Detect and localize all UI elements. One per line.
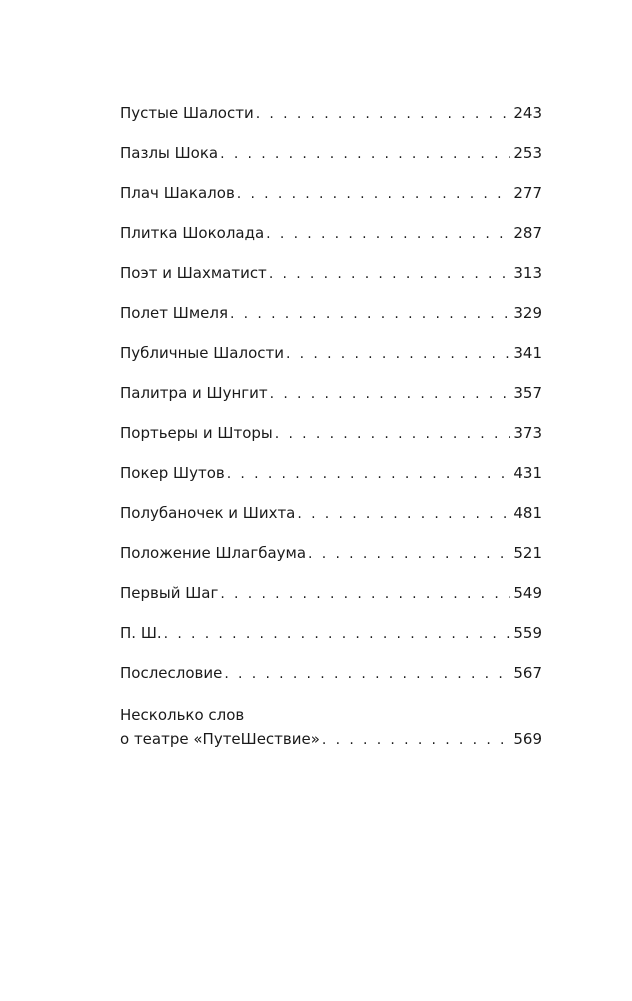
toc-entry-title: Покер Шутов: [120, 464, 225, 482]
toc-entry[interactable]: [120, 141, 542, 181]
toc-entry[interactable]: [120, 261, 542, 301]
toc-entry[interactable]: [120, 421, 542, 461]
toc-entry-title: Пустые Шалости: [120, 104, 254, 122]
toc-entry-page: 373: [513, 424, 542, 442]
toc-entry-page: 243: [513, 104, 542, 122]
toc-entry[interactable]: [120, 501, 542, 541]
dot-leader: [230, 302, 510, 326]
toc-entry-title: Положение Шлагбаума: [120, 544, 307, 562]
dot-leader: [220, 142, 510, 166]
dot-leader: [220, 582, 510, 606]
dot-leader: [308, 542, 510, 566]
toc-entry-title: Публичные Шалости: [120, 344, 284, 362]
toc-entry-title: Палитра и Шунгит: [120, 384, 268, 402]
toc-entry-multiline[interactable]: [120, 703, 542, 752]
toc-entry[interactable]: [120, 541, 542, 581]
toc-entry-title-line2: о театре «ПутеШествие»: [120, 730, 320, 748]
toc-entry[interactable]: [120, 621, 542, 661]
toc-entry-title: Поэт и Шахматист: [120, 264, 267, 282]
toc-entry-page: 287: [513, 224, 542, 242]
toc-entry[interactable]: [120, 661, 542, 701]
toc-entry-page: 569: [513, 730, 542, 748]
toc-entry-line2: [120, 727, 542, 752]
toc-entry-title: Плач Шакалов: [120, 184, 235, 202]
dot-leader: [269, 262, 510, 286]
toc-entry-title: Полубаночек и Шихта: [120, 504, 296, 522]
dot-leader: [322, 728, 510, 752]
toc-entry-title-line1: Несколько слов: [120, 706, 245, 724]
toc-entry-page: 481: [513, 504, 542, 522]
toc-entry[interactable]: [120, 301, 542, 341]
dot-leader: [256, 102, 510, 126]
dot-leader: [286, 342, 510, 366]
toc-entry-title: Плитка Шоколада: [120, 224, 265, 242]
toc-entry-title: Портьеры и Шторы: [120, 424, 273, 442]
toc-entry-title: П. Ш.: [120, 624, 162, 642]
toc-entry[interactable]: [120, 181, 542, 221]
toc-entry[interactable]: [120, 101, 542, 141]
dot-leader: [164, 622, 510, 646]
toc-entry-page: 277: [513, 184, 542, 202]
table-of-contents: [120, 101, 542, 752]
toc-entry-title: Полет Шмеля: [120, 304, 228, 322]
toc-entry[interactable]: [120, 581, 542, 621]
dot-leader: [224, 662, 510, 686]
dot-leader: [270, 382, 510, 406]
toc-entry-title: Послесловие: [120, 664, 223, 682]
toc-entry[interactable]: [120, 221, 542, 261]
toc-entry-page: 253: [513, 144, 542, 162]
toc-entry-page: 357: [513, 384, 542, 402]
toc-entry[interactable]: [120, 461, 542, 501]
dot-leader: [297, 502, 510, 526]
toc-entry-page: 521: [513, 544, 542, 562]
dot-leader: [227, 462, 510, 486]
toc-entry-page: 313: [513, 264, 542, 282]
toc-entry[interactable]: [120, 381, 542, 421]
toc-entry-page: 567: [513, 664, 542, 682]
toc-entry-page: 431: [513, 464, 542, 482]
toc-entry-title: Пазлы Шока: [120, 144, 219, 162]
dot-leader: [275, 422, 510, 446]
toc-entry-title: Первый Шаг: [120, 584, 219, 602]
toc-entry-page: 341: [513, 344, 542, 362]
dot-leader: [266, 222, 510, 246]
toc-entry-page: 329: [513, 304, 542, 322]
toc-entry-page: 559: [513, 624, 542, 642]
toc-entry[interactable]: [120, 341, 542, 381]
toc-entry-page: 549: [513, 584, 542, 602]
dot-leader: [237, 182, 510, 206]
